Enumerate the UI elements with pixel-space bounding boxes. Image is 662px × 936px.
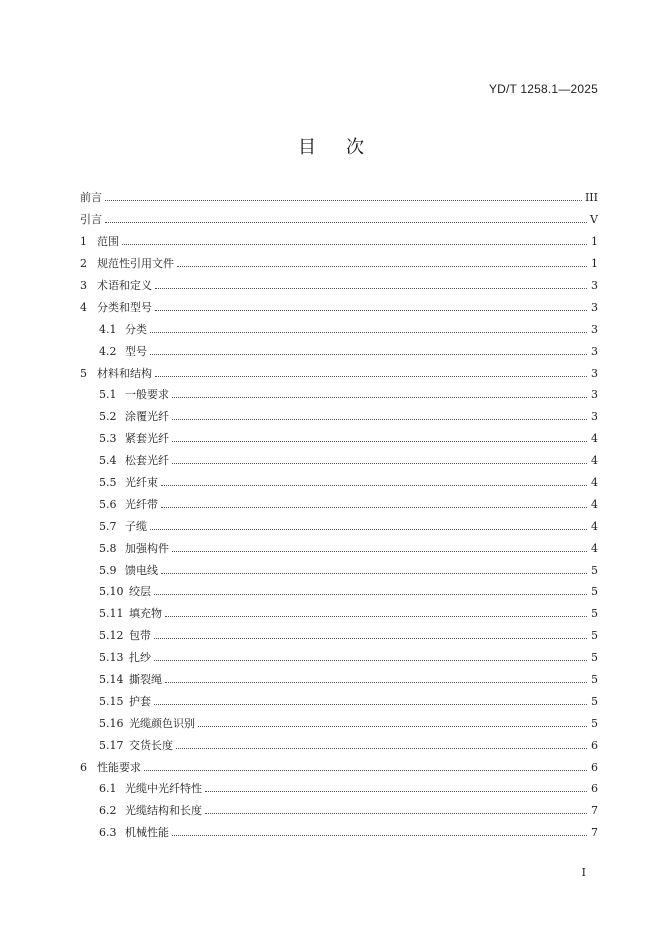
toc-entry[interactable] [80,712,598,734]
toc-entry-title: 型号 [125,344,147,358]
toc-dot-leader [161,507,587,508]
toc-entry-title: 术语和定义 [97,279,152,292]
toc-entry[interactable] [80,493,598,515]
toc-entry-number: 6 [80,760,87,774]
toc-entry-page: 4 [591,432,598,446]
toc-dot-leader [172,835,587,836]
page-title [0,133,662,159]
toc-entry-title: 填充物 [129,607,162,621]
toc-entry-number: 5.4 [99,454,117,468]
toc-entry-number: 4 [80,300,87,314]
toc-entry-number: 6.1 [99,782,117,796]
toc-dot-leader [155,310,587,311]
toc-entry-number: 5.12 [99,629,124,643]
toc-entry-number: 3 [80,279,87,292]
toc-entry-number: 6.2 [99,804,117,818]
toc-entry-title: 材料和结构 [97,366,152,380]
toc-entry-page: 1 [591,235,598,249]
toc-entry-title: 馈电线 [125,563,158,577]
toc-dot-leader [198,726,587,727]
title-char-2: 次 [346,137,364,158]
toc-entry-page: 7 [591,826,598,840]
table-of-contents [80,187,598,844]
toc-entry-title: 涂覆光纤 [125,410,169,424]
toc-dot-leader [105,222,587,223]
toc-entry[interactable] [80,384,598,406]
toc-entry[interactable] [80,472,598,494]
toc-entry-page: III [584,191,598,205]
toc-entry-page: 3 [591,410,598,424]
page-number: I [581,866,586,879]
toc-dot-leader [105,200,582,201]
toc-dot-leader [177,266,587,267]
toc-entry-title: 子缆 [125,519,147,533]
toc-entry-page: 4 [591,454,598,468]
toc-dot-leader [172,551,587,552]
toc-entry-page: 3 [591,344,598,358]
toc-dot-leader [154,660,587,661]
toc-dot-leader [165,682,587,683]
toc-entry-page: 1 [591,257,598,271]
toc-entry-page: 3 [591,388,598,402]
toc-entry-number: 4.2 [99,344,117,358]
toc-entry-page: 3 [591,322,598,336]
toc-dot-leader [150,332,587,333]
toc-entry-title: 范围 [97,235,119,249]
toc-entry-number: 5.2 [99,410,117,424]
toc-dot-leader [205,791,587,792]
toc-entry[interactable] [80,734,598,756]
toc-entry-number: 5.8 [99,541,117,555]
toc-entry-number: 5.11 [99,607,124,621]
toc-entry[interactable] [80,581,598,603]
toc-dot-leader [144,770,587,771]
toc-entry-title: 撕裂绳 [129,673,162,687]
toc-entry-page: 4 [591,541,598,555]
toc-entry-page: 5 [591,651,598,665]
toc-dot-leader [172,397,587,398]
toc-entry-title: 前言 [80,191,102,205]
toc-entry-title: 包带 [129,629,151,643]
toc-dot-leader [172,419,587,420]
toc-entry-title: 交货长度 [129,738,173,752]
toc-entry[interactable] [80,362,598,384]
toc-entry-number: 5.6 [99,497,117,511]
toc-entry[interactable] [80,231,598,253]
toc-entry-number: 5.17 [99,738,124,752]
toc-entry-title: 护套 [129,694,151,708]
toc-entry[interactable] [80,187,598,209]
toc-entry-title: 性能要求 [97,760,141,774]
toc-entry[interactable] [80,428,598,450]
toc-entry-title: 扎纱 [129,651,151,665]
toc-entry-page: 5 [591,607,598,621]
toc-entry[interactable] [80,756,598,778]
toc-entry[interactable] [80,340,598,362]
toc-entry-title: 紧套光纤 [125,432,169,446]
toc-entry-page: 5 [591,563,598,577]
toc-entry-number: 5 [80,366,87,380]
toc-entry-title: 一般要求 [125,388,169,402]
toc-entry-title: 松套光纤 [125,454,169,468]
toc-entry-page: 5 [591,716,598,730]
toc-dot-leader [172,463,587,464]
toc-entry-title: 规范性引用文件 [97,257,174,271]
toc-entry[interactable] [80,450,598,472]
toc-entry[interactable] [80,778,598,800]
toc-entry[interactable] [80,690,598,712]
title-char-1: 目 [298,137,316,158]
toc-entry-number: 5.7 [99,519,117,533]
toc-entry[interactable] [80,296,598,318]
document-code: YD/T 1258.1—2025 [488,82,598,96]
toc-entry-number: 2 [80,257,87,271]
toc-entry-page: 6 [591,738,598,752]
toc-entry[interactable] [80,275,598,297]
toc-entry-number: 5.9 [99,563,117,577]
toc-entry-title: 机械性能 [125,826,169,840]
toc-entry[interactable] [80,318,598,340]
toc-entry[interactable] [80,822,598,844]
toc-entry-number: 5.1 [99,388,117,402]
toc-dot-leader [150,354,587,355]
toc-entry[interactable] [80,537,598,559]
toc-entry-number: 1 [80,235,87,249]
toc-entry-page: 3 [591,366,598,380]
toc-entry-page: V [590,213,598,227]
toc-entry-page: 6 [591,760,598,774]
toc-entry-title: 绞层 [129,585,151,599]
toc-entry-title: 光缆结构和长度 [125,804,202,818]
toc-entry-page: 5 [591,673,598,687]
toc-entry-number: 5.15 [99,694,124,708]
toc-entry-number: 6.3 [99,826,117,840]
toc-entry-page: 3 [591,279,598,292]
toc-dot-leader [165,616,587,617]
toc-dot-leader [155,376,587,377]
toc-entry-page: 4 [591,519,598,533]
toc-entry-number: 5.10 [99,585,124,599]
toc-entry-page: 4 [591,497,598,511]
toc-entry-number: 5.14 [99,673,124,687]
toc-entry-page: 3 [591,300,598,314]
toc-entry-page: 4 [591,476,598,490]
toc-entry-title: 光纤带 [125,497,158,511]
toc-entry-number: 4.1 [99,322,117,336]
toc-entry[interactable] [80,800,598,822]
toc-entry-title: 加强构件 [125,541,169,555]
toc-entry-number: 5.13 [99,651,124,665]
toc-dot-leader [154,594,587,595]
toc-dot-leader [155,288,587,289]
toc-entry-number: 5.5 [99,476,117,490]
toc-dot-leader [161,485,587,486]
toc-dot-leader [172,441,587,442]
toc-entry[interactable] [80,253,598,275]
toc-entry[interactable] [80,209,598,231]
toc-entry[interactable] [80,515,598,537]
toc-dot-leader [154,704,587,705]
toc-dot-leader [176,748,587,749]
toc-dot-leader [161,573,587,574]
toc-dot-leader [154,638,587,639]
toc-entry-number: 5.3 [99,432,117,446]
toc-entry[interactable] [80,406,598,428]
toc-entry[interactable] [80,559,598,581]
toc-entry[interactable] [80,669,598,691]
toc-entry-page: 5 [591,585,598,599]
toc-entry-title: 分类 [125,322,147,336]
toc-entry[interactable] [80,603,598,625]
toc-dot-leader [122,244,587,245]
toc-entry-page: 6 [591,782,598,796]
toc-entry-title: 光纤束 [125,476,158,490]
toc-entry[interactable] [80,625,598,647]
toc-entry[interactable] [80,647,598,669]
toc-entry-number: 5.16 [99,716,124,730]
toc-entry-page: 7 [591,804,598,818]
toc-entry-title: 光缆中光纤特性 [125,782,202,796]
toc-entry-title: 光缆颜色识别 [129,716,195,730]
toc-entry-page: 5 [591,629,598,643]
toc-dot-leader [205,813,587,814]
toc-entry-title: 引言 [80,213,102,227]
toc-entry-title: 分类和型号 [97,300,152,314]
toc-entry-page: 5 [591,694,598,708]
toc-dot-leader [150,529,587,530]
